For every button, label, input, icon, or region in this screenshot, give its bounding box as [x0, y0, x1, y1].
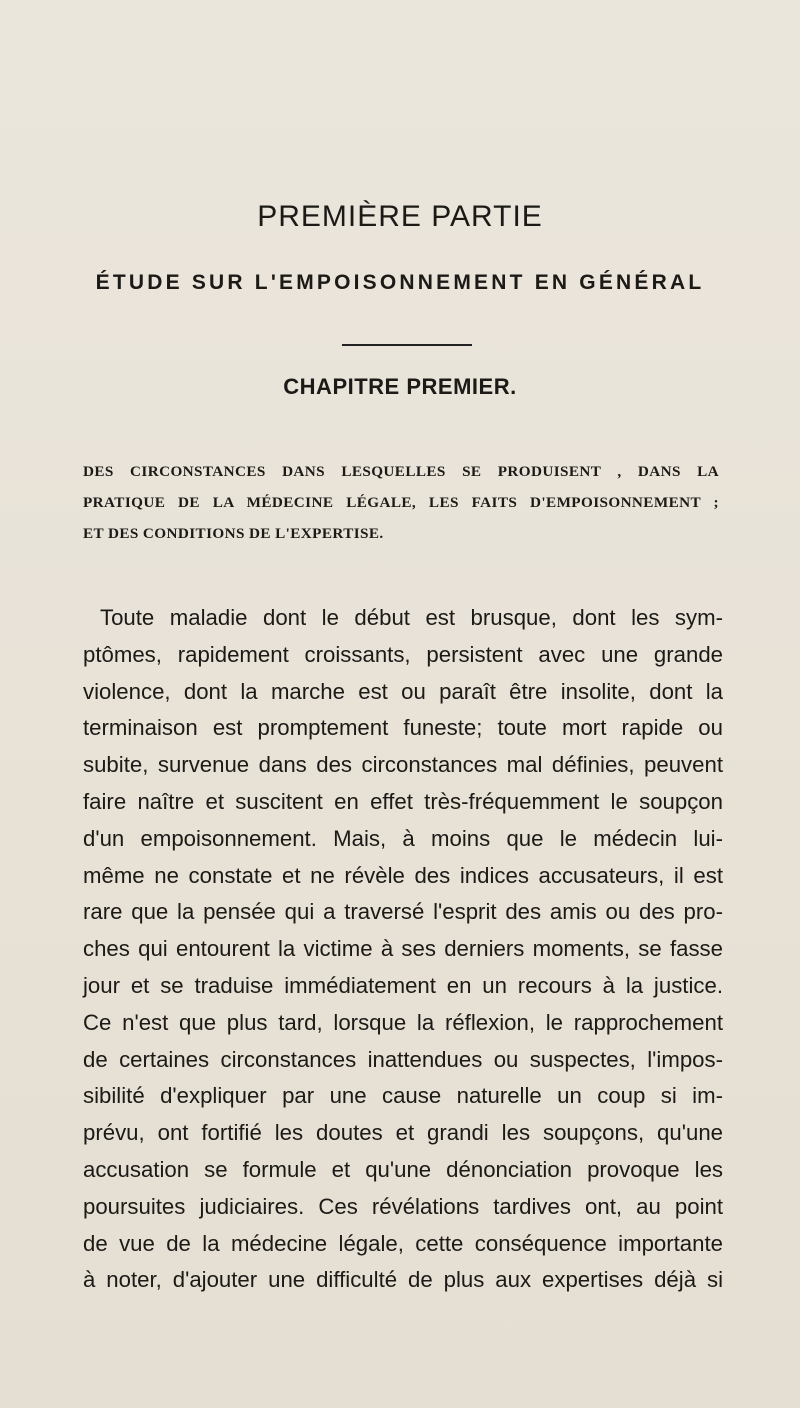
- text-line: poursuites judiciaires. Ces révélations tardives ont, au point: [83, 1193, 723, 1219]
- text-line: violence, dont la marche est ou paraît être insolite, dont la: [83, 678, 723, 704]
- text-line: à noter, d'ajouter une difficulté de plus aux expertises déjà si: [83, 1267, 723, 1293]
- text-line: de vue de la médecine légale, cette conséquence importante: [83, 1230, 723, 1256]
- text-line: terminaison est promptement funeste; toute mort rapide ou: [83, 715, 723, 741]
- chapter-title: CHAPITRE PREMIER.: [283, 374, 517, 399]
- text-line: Toute maladie dont le début est brusque, dont les sym-: [100, 605, 723, 630]
- text-line: Ce n'est que plus tard, lorsque la réflexion, le rapprochement: [83, 1009, 723, 1035]
- text-line: sibilité d'expliquer par une cause naturelle un coup si im-: [83, 1083, 723, 1109]
- text-line: ptômes, rapidement croissants, persistent avec une grande: [83, 641, 723, 667]
- chapter-summary-line: ET DES CONDITIONS DE L'EXPERTISE.: [83, 525, 384, 542]
- text-line: faire naître et suscitent en effet très-fréquemment le soupçon: [83, 788, 723, 814]
- text-line: subite, survenue dans des circonstances mal définies, peuvent: [83, 752, 723, 778]
- part-title: PREMIÈRE PARTIE: [257, 200, 543, 233]
- body-paragraph: [83, 600, 723, 1299]
- text-line: accusation se formule et qu'une dénonciation provoque les: [83, 1156, 723, 1182]
- chapter-summary-line: DES CIRCONSTANCES DANS LESQUELLES SE PRODUISENT , DANS LA: [83, 463, 719, 480]
- text-line: d'un empoisonnement. Mais, à moins que le médecin lui-: [83, 825, 723, 851]
- text-line: ches qui entourent la victime à ses derniers moments, se fasse: [83, 936, 723, 962]
- text-line: rare que la pensée qui a traversé l'esprit des amis ou des pro-: [83, 899, 723, 925]
- text-line: de certaines circonstances inattendues ou suspectes, l'impos-: [83, 1046, 723, 1072]
- chapter-summary: [83, 456, 719, 549]
- text-line: même ne constate et ne révèle des indices accusateurs, il est: [83, 862, 723, 888]
- section-title: ÉTUDE SUR L'EMPOISONNEMENT EN GÉNÉRAL: [95, 271, 705, 294]
- chapter-summary-line: PRATIQUE DE LA MÉDECINE LÉGALE, LES FAITS D'EMPOISONNEMENT ;: [83, 494, 719, 511]
- title-divider: [342, 344, 472, 346]
- text-line: jour et se traduise immédiatement en un recours à la justice.: [83, 972, 723, 998]
- text-line: prévu, ont fortifié les doutes et grandi les soupçons, qu'une: [83, 1120, 723, 1146]
